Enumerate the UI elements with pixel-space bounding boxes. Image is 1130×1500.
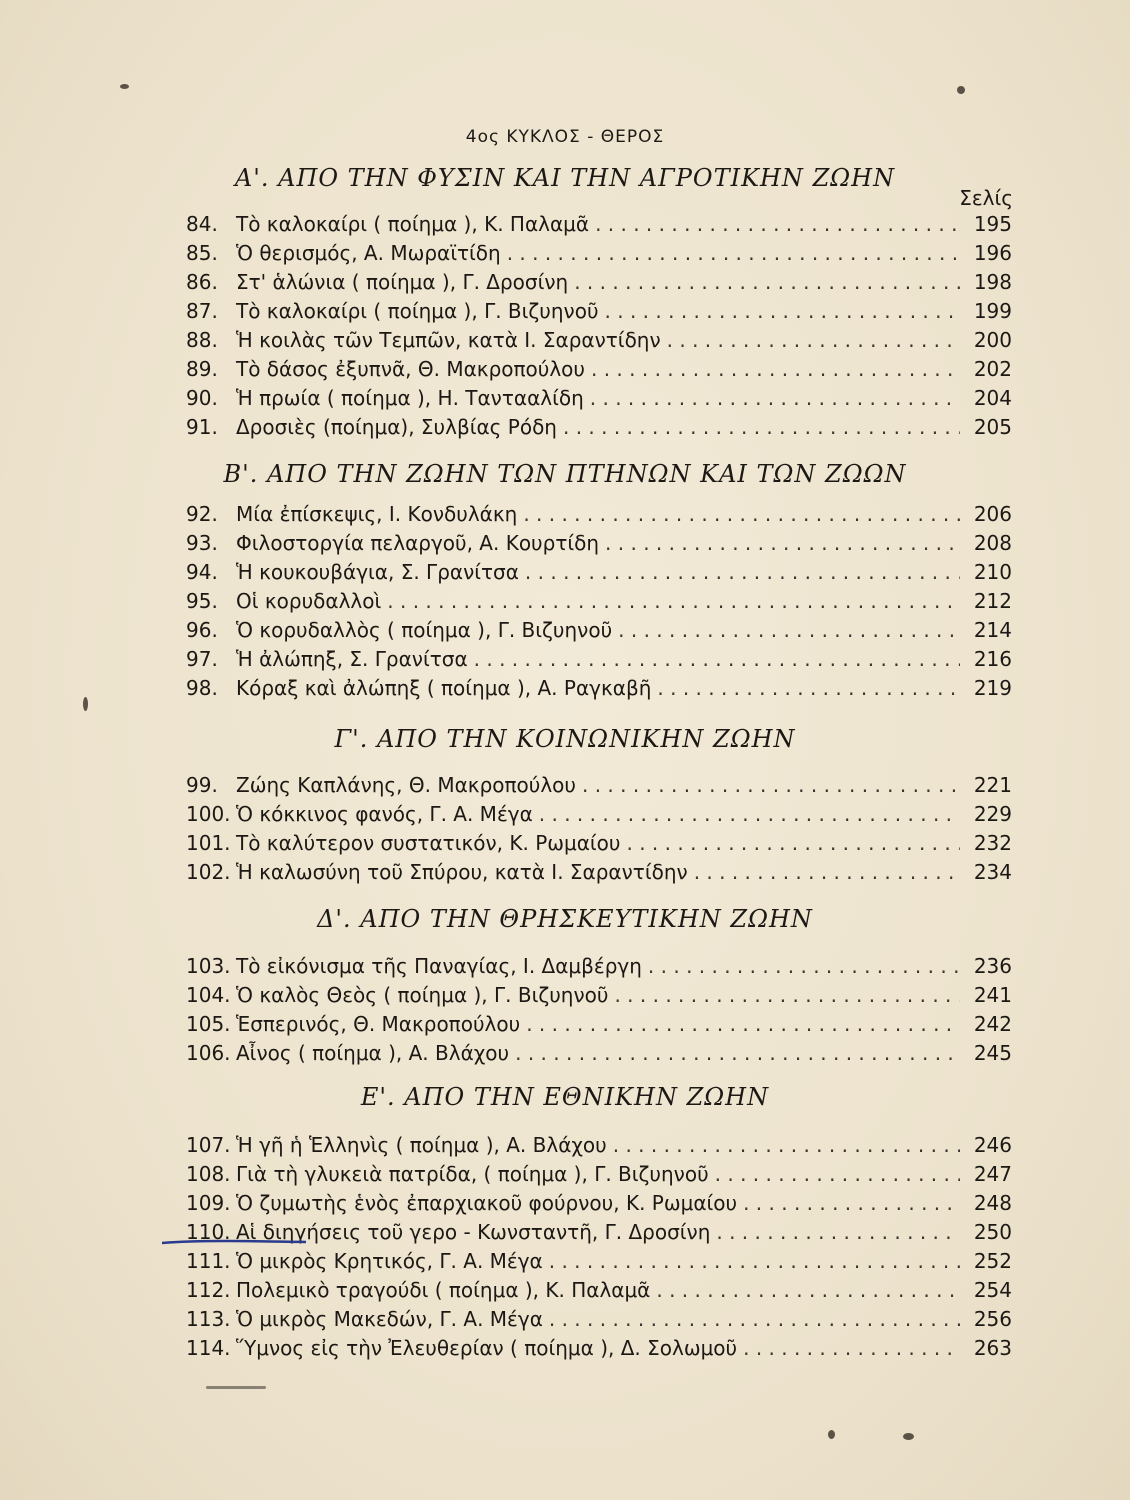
dot-leader (526, 1012, 960, 1036)
entry-title: Φιλοστοργία πελαργοῦ, Α. Κουρτίδη (236, 531, 600, 555)
entry-title: Ὁ ζυμωτὴς ἑνὸς ἐπαρχιακοῦ φούρνου, Κ. Ρωμαίου (236, 1191, 738, 1215)
entry-number: 101. (186, 831, 231, 855)
section-title: Ε'. ΑΠΟ ΤΗΝ ΕΘΝΙΚΗΝ ΖΩΗΝ (360, 1083, 770, 1111)
page-header: 4ος ΚΥΚΛΟΣ - ΘΕΡΟΣ (465, 127, 665, 147)
entry-number: 103. (186, 954, 231, 978)
dot-leader (656, 1278, 960, 1302)
toc-entry (186, 386, 1012, 414)
toc-entry (186, 773, 1012, 801)
entry-number: 107. (186, 1133, 231, 1157)
entry-page: 200 (973, 328, 1012, 352)
entry-number: 114. (186, 1336, 231, 1360)
toc-entry (186, 415, 1012, 443)
toc-entry (186, 212, 1012, 240)
toc-entry (186, 1278, 1012, 1306)
dot-leader (743, 1191, 960, 1215)
pages-column-label: Σελίς (959, 186, 1013, 210)
toc-entry (186, 502, 1012, 530)
entry-number: 89. (186, 357, 218, 381)
entry-page: 250 (973, 1220, 1012, 1244)
entry-title: Ἡ κοιλὰς τῶν Τεμπῶν, κατὰ Ι. Σαραντίδην (236, 328, 661, 352)
dot-leader (563, 415, 960, 439)
entry-title: Στ' ἁλώνια ( ποίημα ), Γ. Δροσίνη (236, 270, 569, 294)
dot-leader (667, 328, 960, 352)
entry-number: 102. (186, 860, 231, 884)
entry-number: 105. (186, 1012, 231, 1036)
section-title: Γ'. ΑΠΟ ΤΗΝ ΚΟΙΝΩΝΙΚΗΝ ΖΩΗΝ (334, 725, 796, 753)
toc-entry (186, 1041, 1012, 1069)
entry-page: 205 (973, 415, 1012, 439)
dot-leader (614, 983, 960, 1007)
dot-leader (574, 270, 960, 294)
entry-page: 195 (973, 212, 1012, 236)
entry-page: 198 (973, 270, 1012, 294)
entry-page: 234 (973, 860, 1012, 884)
dot-leader (657, 676, 960, 700)
section-title: Δ'. ΑΠΟ ΤΗΝ ΘΡΗΣΚΕΥΤΙΚΗΝ ΖΩΗΝ (317, 905, 813, 933)
toc-entry (186, 328, 1012, 356)
entry-title: Ἡ ἀλώπηξ, Σ. Γρανίτσα (236, 647, 468, 671)
entry-page: 229 (973, 802, 1012, 826)
entry-number: 97. (186, 647, 218, 671)
dot-leader (507, 241, 960, 265)
section-title: Α'. ΑΠΟ ΤΗΝ ΦΥΣΙΝ ΚΑΙ ΤΗΝ ΑΓΡΟΤΙΚΗΝ ΖΩΗΝ (234, 164, 896, 192)
entry-number: 112. (186, 1278, 231, 1302)
entry-title: Αἱ διηγήσεις τοῦ γερο - Κωνσταντῆ, Γ. Δροσίνη (236, 1220, 711, 1244)
entry-page: 219 (973, 676, 1012, 700)
toc-entry (186, 1220, 1012, 1248)
dot-leader (515, 1041, 960, 1065)
entry-title: Ὁ θερισμός, Α. Μωραϊτίδη (236, 241, 501, 265)
dot-leader (591, 357, 960, 381)
toc-entry (186, 299, 1012, 327)
section-title: Β'. ΑΠΟ ΤΗΝ ΖΩΗΝ ΤΩΝ ΠΤΗΝΩΝ ΚΑΙ ΤΩΝ ΖΩΩΝ (223, 460, 907, 488)
entry-page: 202 (973, 357, 1012, 381)
dot-leader (387, 589, 960, 613)
entry-number: 86. (186, 270, 218, 294)
entry-number: 88. (186, 328, 218, 352)
dot-leader (539, 802, 960, 826)
toc-entry (186, 357, 1012, 385)
entry-page: 256 (973, 1307, 1012, 1331)
toc-entry (186, 241, 1012, 269)
entry-page: 206 (973, 502, 1012, 526)
toc-entry (186, 531, 1012, 559)
entry-title: Τὸ καλύτερον συστατικόν, Κ. Ρωμαίου (236, 831, 621, 855)
toc-entry (186, 270, 1012, 298)
entry-number: 111. (186, 1249, 231, 1273)
toc-entry (186, 647, 1012, 675)
dot-leader (549, 1307, 960, 1331)
entry-number: 94. (186, 560, 218, 584)
dot-leader (627, 831, 961, 855)
entry-title: Ἡ κουκουβάγια, Σ. Γρανίτσα (236, 560, 519, 584)
dot-leader (590, 386, 960, 410)
entry-page: 216 (973, 647, 1012, 671)
dot-leader (523, 502, 960, 526)
dot-leader (694, 860, 960, 884)
entry-title: Ὁ μικρὸς Κρητικός, Γ. Α. Μέγα (236, 1249, 543, 1273)
entry-title: Ἡ πρωία ( ποίημα ), Η. Ταντααλίδη (236, 386, 584, 410)
entry-number: 108. (186, 1162, 231, 1186)
dot-leader (715, 1162, 960, 1186)
paper-speck (206, 1386, 266, 1389)
dot-leader (743, 1336, 960, 1360)
entry-number: 98. (186, 676, 218, 700)
entry-title: Γιὰ τὴ γλυκειὰ πατρίδα, ( ποίημα ), Γ. Βιζυηνοῦ (236, 1162, 709, 1186)
toc-entry (186, 1133, 1012, 1161)
entry-number: 87. (186, 299, 218, 323)
toc-entry (186, 860, 1012, 888)
entry-number: 100. (186, 802, 231, 826)
dot-leader (474, 647, 960, 671)
entry-number: 93. (186, 531, 218, 555)
entry-number: 85. (186, 241, 218, 265)
toc-entry (186, 1191, 1012, 1219)
entry-page: 208 (973, 531, 1012, 555)
entry-page: 241 (973, 983, 1012, 1007)
entry-page: 252 (973, 1249, 1012, 1273)
entry-number: 96. (186, 618, 218, 642)
entry-page: 210 (973, 560, 1012, 584)
entry-title: Ἡ γῆ ἡ Ἑλληνὶς ( ποίημα ), Α. Βλάχου (236, 1133, 607, 1157)
entry-page: 199 (973, 299, 1012, 323)
pen-underline-mark (160, 1238, 308, 1246)
entry-title: Αἶνος ( ποίημα ), Α. Βλάχου (236, 1041, 510, 1065)
entry-title: Δροσιὲς (ποίημα), Συλβίας Ρόδη (236, 415, 557, 439)
paper-speck (120, 84, 129, 89)
toc-entry (186, 676, 1012, 704)
entry-title: Ἑσπερινός, Θ. Μακροπούλου (236, 1012, 521, 1036)
entry-title: Ζώης Καπλάνης, Θ. Μακροπούλου (236, 773, 576, 797)
entry-page: 242 (973, 1012, 1012, 1036)
entry-number: 109. (186, 1191, 231, 1215)
entry-title: Τὸ καλοκαίρι ( ποίημα ), Γ. Βιζυηνοῦ (236, 299, 599, 323)
entry-page: 247 (973, 1162, 1012, 1186)
entry-title: Μία ἐπίσκεψις, Ι. Κονδυλάκη (236, 502, 518, 526)
toc-entry (186, 1307, 1012, 1335)
entry-page: 221 (973, 773, 1012, 797)
paper-speck (903, 1433, 914, 1440)
dot-leader (605, 299, 960, 323)
entry-page: 196 (973, 241, 1012, 265)
toc-entry (186, 983, 1012, 1011)
toc-entry (186, 589, 1012, 617)
toc-entry (186, 802, 1012, 830)
entry-number: 113. (186, 1307, 231, 1331)
entry-page: 245 (973, 1041, 1012, 1065)
dot-leader (648, 954, 960, 978)
toc-entry (186, 560, 1012, 588)
entry-number: 91. (186, 415, 218, 439)
entry-title: Ἡ καλωσύνη τοῦ Σπύρου, κατὰ Ι. Σαραντίδην (236, 860, 688, 884)
entry-title: Ὕμνος εἰς τὴν Ἐλευθερίαν ( ποίημα ), Δ. Σολωμοῦ (236, 1336, 738, 1360)
paper-speck (83, 697, 88, 711)
toc-entry (186, 1249, 1012, 1277)
toc-entry (186, 618, 1012, 646)
entry-title: Πολεμικὸ τραγούδι ( ποίημα ), Κ. Παλαμᾶ (236, 1278, 651, 1302)
toc-entry (186, 1162, 1012, 1190)
entry-title: Οἱ κορυδαλλοὶ (236, 589, 382, 613)
entry-title: Τὸ εἰκόνισμα τῆς Παναγίας, Ι. Δαμβέργη (236, 954, 642, 978)
entry-number: 92. (186, 502, 218, 526)
entry-title: Τὸ καλοκαίρι ( ποίημα ), Κ. Παλαμᾶ (236, 212, 590, 236)
entry-page: 232 (973, 831, 1012, 855)
entry-number: 99. (186, 773, 218, 797)
paper-speck (957, 86, 965, 94)
entry-page: 214 (973, 618, 1012, 642)
toc-entry (186, 1336, 1012, 1364)
entry-title: Ὁ καλὸς Θεὸς ( ποίημα ), Γ. Βιζυηνοῦ (236, 983, 609, 1007)
entry-page: 263 (973, 1336, 1012, 1360)
paper-speck (828, 1430, 835, 1439)
dot-leader (549, 1249, 960, 1273)
dot-leader (716, 1220, 960, 1244)
dot-leader (595, 212, 960, 236)
entry-number: 95. (186, 589, 218, 613)
entry-number: 90. (186, 386, 218, 410)
entry-number: 106. (186, 1041, 231, 1065)
dot-leader (582, 773, 960, 797)
entry-page: 236 (973, 954, 1012, 978)
entry-title: Τὸ δάσος ἐξυπνᾶ, Θ. Μακροπούλου (236, 357, 585, 381)
entry-number: 110. (186, 1220, 231, 1244)
entry-title: Ὁ κόκκινος φανός, Γ. Α. Μέγα (236, 802, 533, 826)
toc-entry (186, 954, 1012, 982)
toc-entry (186, 1012, 1012, 1040)
entry-page: 246 (973, 1133, 1012, 1157)
entry-page: 212 (973, 589, 1012, 613)
toc-entry (186, 831, 1012, 859)
dot-leader (525, 560, 960, 584)
dot-leader (605, 531, 960, 555)
dot-leader (618, 618, 960, 642)
entry-page: 204 (973, 386, 1012, 410)
entry-number: 104. (186, 983, 231, 1007)
entry-title: Κόραξ καὶ ἀλώπηξ ( ποίημα ), Α. Ραγκαβῆ (236, 676, 652, 700)
entry-title: Ὁ μικρὸς Μακεδών, Γ. Α. Μέγα (236, 1307, 543, 1331)
entry-number: 84. (186, 212, 218, 236)
entry-page: 248 (973, 1191, 1012, 1215)
entry-title: Ὁ κορυδαλλὸς ( ποίημα ), Γ. Βιζυηνοῦ (236, 618, 613, 642)
dot-leader (613, 1133, 960, 1157)
entry-page: 254 (973, 1278, 1012, 1302)
